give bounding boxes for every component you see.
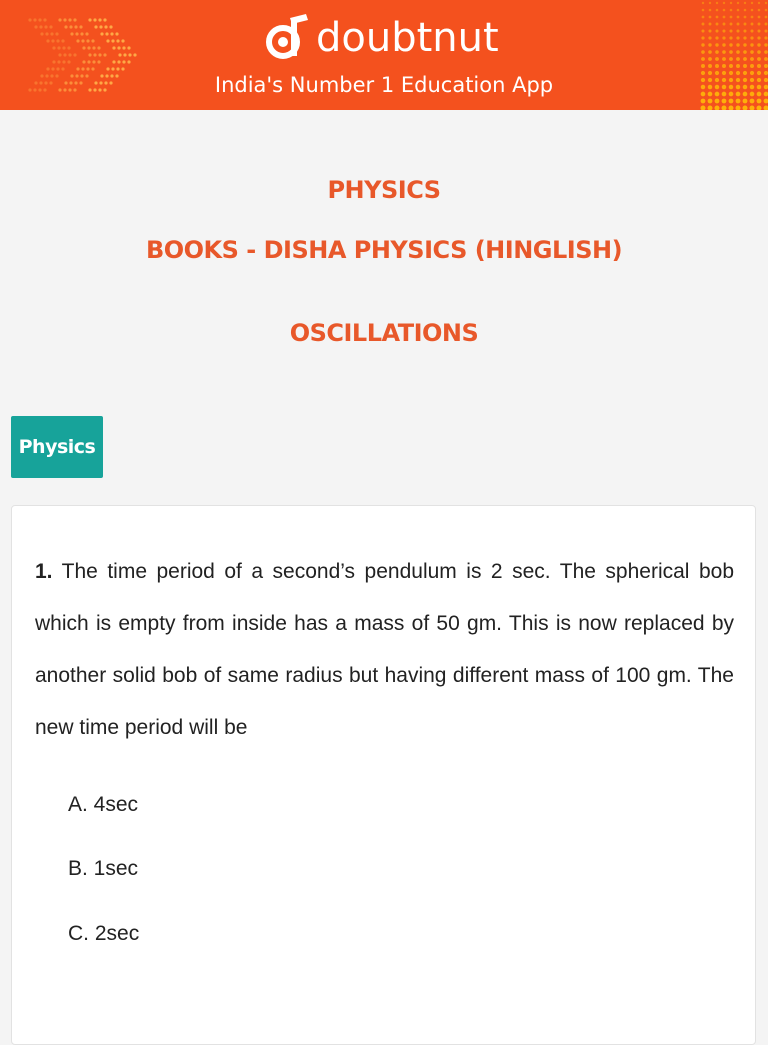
book-title: BOOKS - DISHA PHYSICS (HINGLISH) bbox=[145, 236, 623, 264]
question-card bbox=[11, 505, 756, 1045]
doubtnut-logo-icon bbox=[262, 14, 310, 62]
option-a[interactable]: A. 4sec bbox=[68, 793, 139, 816]
question-text: The time period of a second’s pendulum is 2 sec. The spherical bob which is empty from inside has a mass of 50 gm. This is now replaced by another solid bob of same radius but having different mass of 100 gm. The new time period will be bbox=[35, 560, 734, 739]
option-b[interactable]: B. 1sec bbox=[68, 857, 139, 880]
chapter-title: OSCILLATIONS bbox=[289, 319, 479, 347]
brand-name: doubtnut bbox=[316, 15, 499, 61]
subject-title: PHYSICS bbox=[327, 176, 441, 204]
subject-tag-button[interactable]: Physics bbox=[11, 416, 103, 478]
option-c[interactable]: C. 2sec bbox=[68, 922, 140, 945]
brand-logo[interactable] bbox=[262, 12, 499, 64]
question-text-block bbox=[35, 546, 734, 754]
brand-tagline: India's Number 1 Education App bbox=[214, 73, 554, 97]
question-number: 1. bbox=[35, 560, 53, 583]
header-banner bbox=[0, 0, 768, 110]
